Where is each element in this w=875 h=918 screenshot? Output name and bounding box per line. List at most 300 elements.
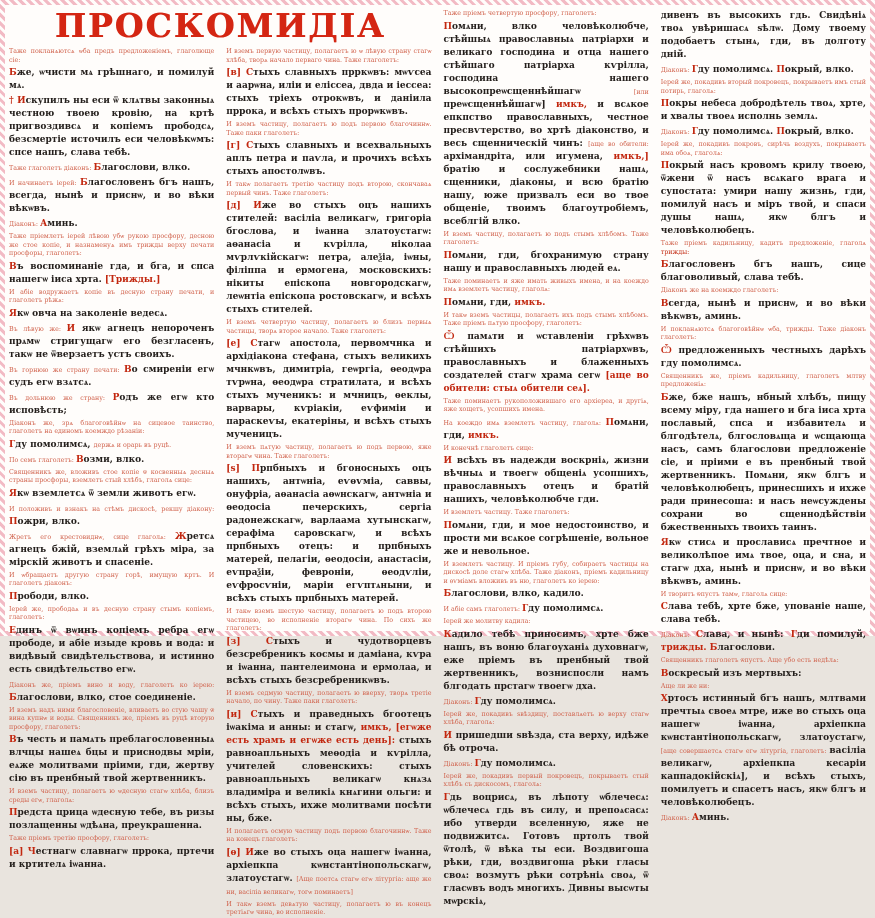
red-text: Б [709, 643, 718, 653]
body-text: братію и сослужебники нашѧ, сщенники, діаконы, и всю братію нашу, юже призвалъ еси во твое общеніе, твоимъ благоутробіемъ, всеблгій влко. [443, 164, 649, 227]
body-text: о смиреніи егѡ судъ егѡ взѧтсѧ. [9, 364, 215, 388]
rubric-inline: И такѡ полагаетъ третію частицу подъ второю, скончаваѧ первый чинъ. Таже глаголетъ: [226, 181, 432, 197]
red-text: Г [443, 792, 450, 803]
prayer-text [444, 792, 649, 909]
prayer-text [444, 629, 649, 694]
body-text: ду помолимсѧ. [697, 127, 777, 137]
prayer-text [9, 261, 214, 287]
rubric-inline: Таже покланѧютсѧ ѡба предъ предложеніемъ, глаголюще сіе: [9, 48, 215, 64]
rubric-inline: Таже пріемлетъ іерей лѣвою убѡ рукою просфору, десною же стое копіе, и назнаменуѧ имъ трижды верху печати просфоры, глаголетъ: [9, 233, 215, 257]
body-text: предложенныхъ честныхъ дарѣхъ гду помолимсѧ. [660, 345, 866, 369]
rubric-inline: Діаконъ: [660, 129, 692, 136]
body-text: ретсѧ агнецъ бжій, вземлѧй грѣхъ міра, за мірскій животъ и спасеніе. [9, 531, 215, 568]
rubric-inline: И такѡ вземъ шестую частицу, полагаетъ ю подъ второю частицею, во исполненіе вторагѡ чина. По сихъ же глаголетъ: [226, 608, 432, 632]
red-text: Б [9, 692, 17, 703]
rubric-text [444, 509, 649, 518]
body-text: рободи, влко. [17, 591, 89, 602]
prayer-text [9, 591, 214, 604]
prayer-text [9, 364, 214, 390]
text-column-2 [226, 46, 432, 916]
prayer-text [9, 95, 214, 160]
text-column-4 [660, 8, 866, 823]
red-text: В [75, 454, 84, 465]
rubric-inline: Таже поминаетъ и яже имать живыхъ имена, и на коеждо имѧ вземлетъ частицу, глаголѧ: [443, 277, 649, 293]
red-text: трижды. [660, 643, 710, 653]
body-text: же, бже нашъ, нбный хлѣбъ, пищу всему міру, гда нашего и бга іиса хрта пославый, спса и избавителѧ и блгодѣтелѧ, блгословѧща и ѡсщающа насъ, самъ благослови предложеніе сіе, и пріими е въ пренбный твой жертвенникъ. Помѧни, якѡ блгъ и человѣколюбецъ, принесшихъ и ихже ради принесоша: и насъ неѡсуждены сохрани во сщеннодѣйствіи бжественныхъ твоихъ таинъ. [660, 392, 866, 533]
body-text: скупилъ ны еси ѿ клѧтвы законныѧ честною твоею кровію, на кртѣ пригвоздивсѧ и копіемъ прободсѧ, безсмертіе источилъ еси человѣкѡмъ: спсе нашъ, слава тебѣ. [9, 96, 215, 158]
body-text: ду помолимсѧ. [697, 65, 777, 75]
rubric-text [661, 591, 866, 600]
red-text: Б [443, 589, 452, 599]
prayer-text [444, 331, 649, 396]
page-title: ПРОСКОМИДІА [54, 6, 386, 45]
prayer-text [444, 603, 649, 616]
rubric-inline: И такѡ вземъ девѧтую частицу, полагаетъ ю въ конецъ третіѧгѡ чина, во исполненіе. [226, 900, 432, 916]
red-text: † И [9, 96, 26, 106]
red-text: П [660, 161, 670, 171]
body-text: одъ же егѡ кто исповѣсть; [9, 392, 215, 416]
rubric-inline: И вземъ частицу, полагаетъ ю подъ стымъ хлѣбомъ. Таже глаголетъ: [443, 230, 649, 246]
rubric-text [226, 48, 431, 65]
rubric-inline: И такѡ вземъ частицы, полагаетъ ихъ подъ стымъ хлѣбомъ. Таже пріемъ пѧтую просфору, глаголетъ: [443, 311, 649, 327]
rubric-inline: Священникъ же, вложивъ стое копіе ѿ косвенныѧ десныѧ страны просфоры, вземлетъ стый хлѣбъ, глаголѧ сице: [9, 468, 215, 484]
red-text: В [660, 298, 669, 309]
red-text: П [443, 297, 452, 308]
prayer-text [9, 67, 214, 93]
body-text: омѧни, гди, [443, 417, 649, 441]
red-text: И [443, 456, 453, 466]
red-text: [в] С [226, 68, 254, 78]
rubric-inline: Іерей же, покадивъ первый покровецъ, покрываетъ стый хлѣбъ съ дискосомъ, глаголѧ: [443, 772, 649, 788]
body-text: омѧни, гди, и мое недостоинство, и прости ми всѧкое согрѣшеніе, вольное же и невольное. [443, 520, 649, 557]
red-text: В [9, 261, 17, 272]
red-text: П [776, 65, 785, 75]
left-half [9, 6, 432, 916]
rubric-inline: Въ лѣвую же: [9, 325, 67, 333]
body-text: же во стыхъ оцъ нашихъ стителей: васіліа великагѡ, григоріа бгослова, и іѡанна златоустагѡ: аѳанасіа и кѵрілла, ніколаа мѵрлѵкійскагѡ: петра, алеѯіа, іѡны, філіппа и ермогена, московскихъ: нікиты епіскопа новгородскагѡ, леѡнтіа епіскопа ростовскагѡ, и всѣхъ стыхъ стителей. [226, 201, 432, 315]
rubric-inline: Діаконъ: [443, 760, 475, 768]
body-text: окрый насъ кровомъ крилу твоею, ѿжени ѿ насъ всѧкаго врага и супостата: умири нашу жизнь, гди, помилуй насъ и міръ твой, и спаси душы нашѧ, якѡ блгъ и человѣколюбецъ. [660, 161, 866, 236]
prayer-text [9, 531, 214, 570]
prayer-text [444, 758, 649, 771]
rubric-inline: [аще во обители: [588, 140, 649, 148]
red-text: имкъ, [555, 99, 598, 110]
body-text: лава, и нынѣ: [703, 630, 791, 640]
red-text: Г [474, 758, 481, 769]
body-text: окрый, влко. [784, 127, 854, 137]
rubric-inline: И абіе водружаетъ копіе въ десную страну печати, и глаголетъ рѣжѧ: [9, 288, 215, 304]
red-text: Г [790, 630, 798, 640]
rubric-text [444, 278, 649, 295]
prayer-text [444, 417, 649, 443]
rubric-inline: И абіе самъ глаголетъ: [443, 606, 522, 613]
prayer-text [226, 709, 431, 826]
prayer-text [444, 730, 649, 756]
red-text: А [39, 219, 48, 229]
red-text: П [9, 808, 18, 818]
red-text: [е] С [226, 339, 258, 349]
rubric-inline: Діаконъ: [660, 67, 692, 74]
body-text: тыхъ славныхъ прркѡвъ: мѡѵсеа и аарѡна, иліи и еліссеа, двда и іессеа: стыхъ тріехъ отрокѡвъ, и даніила пррока, и всѣхъ стыхъ прорѡкѡвъ. [226, 68, 432, 117]
page-sheet [5, 5, 870, 916]
body-text: васіліа великагѡ, архіепкпа кесаріи каппадокійскіѧ], [660, 746, 866, 782]
rubric-inline: Таже пріемъ кадильницу, кадитъ предложеніе, глаголѧ [660, 240, 866, 247]
rubric-text [9, 233, 214, 259]
rubric-inline: Діаконъ же на коемждо глаголетъ: [660, 287, 779, 294]
body-text: ду помолимсѧ, [15, 439, 94, 450]
rubric-text [9, 469, 214, 486]
rubric-inline: И вземъ надъ ними благословеніе, вливаетъ во стую чашу ѿ вина купнѡ и воды. Священникъ же, пріемъ въ руцѣ вторую просфору, глаголетъ: [9, 706, 215, 731]
red-text: имкъ,] [613, 151, 649, 162]
body-text: ду помолимсѧ. [528, 604, 604, 614]
rubric-inline: Жретъ его крестовиднѡ, сице глаголѧ: [9, 533, 175, 541]
prayer-text [444, 21, 649, 229]
rubric-text [226, 828, 431, 845]
red-text: [и] С [226, 709, 258, 720]
red-text: [д] И [226, 201, 262, 211]
red-text: имкъ, [360, 722, 396, 733]
rubric-inline: И вземъ частицу, полагаетъ ю ѡдесную стагѡ хлѣба, близъ среды егѡ, глаголѧ: [9, 788, 215, 804]
body-text: лагослови, влко, кадило. [451, 589, 584, 599]
body-text: оскресый изъ мертвыхъ: [668, 668, 802, 679]
red-text: И [443, 730, 453, 741]
rubric-text [661, 326, 866, 343]
red-text: Г [521, 604, 529, 614]
body-text: преѡсщеннѣйшагѡ] [443, 99, 556, 110]
body-text: архімандріта, или игумена, [443, 151, 614, 162]
prayer-text [226, 200, 431, 317]
body-text: ду помолимсѧ. [480, 758, 556, 769]
prayer-text [9, 308, 214, 321]
red-text: Г [9, 439, 16, 450]
prayer-text [9, 218, 214, 231]
rubric-inline: И творитъ ѿпустъ тамѡ, глаголѧ сице: [660, 590, 788, 598]
prayer-text [661, 98, 866, 124]
rubric-text [9, 606, 214, 623]
body-text: кѡ вземлетсѧ ѿ земли животъ егѡ. [16, 488, 197, 499]
rubric-text [444, 398, 649, 415]
right-half [443, 8, 867, 907]
red-text: Б [660, 392, 669, 403]
rubric-text [226, 690, 431, 707]
rubric-text [226, 901, 431, 918]
rubric-text [9, 420, 214, 437]
prayer-text [9, 162, 214, 175]
red-text: Г [691, 65, 698, 75]
prayer-text [226, 140, 431, 179]
red-text: [Трижды.] [104, 274, 161, 285]
red-text: [а] Ч [9, 846, 36, 857]
red-text: П [9, 591, 18, 602]
red-text: В [123, 364, 132, 375]
red-text: С [695, 630, 704, 640]
red-text: Я [9, 488, 17, 499]
body-text: окры небеса добродѣтель твоѧ, хрте, и хвалы твоеѧ исполнь землѧ. [660, 99, 866, 122]
prayer-text [9, 323, 214, 362]
body-text: омѧни, гди, [452, 297, 515, 308]
prayer-text [444, 588, 649, 601]
rubric-text [226, 181, 431, 198]
rubric-text [444, 561, 649, 587]
body-text: тыхъ и чудотворцевъ безсребреникъ космы и даміана, кѵра и іѡанна, пантелеимона и ермолаа, и всѣхъ стыхъ безсребреникѡвъ. [226, 636, 432, 686]
rubric-inline: Іерей же, покадивъ вторый покровецъ, покрываетъ имъ стый потирь, глаголѧ: [660, 79, 866, 95]
body-text: и всѣхъ стыхъ, помилуетъ и спасетъ насъ, якѡ блгъ и человѣколюбецъ. [660, 772, 866, 808]
prayer-text [9, 679, 214, 705]
body-text: озми, влко. [83, 454, 145, 465]
red-text: В [660, 668, 669, 679]
prayer-text [661, 812, 866, 825]
body-text: ртосъ истинный бгъ нашъ, млтвами пречтыѧ своеѧ мтре, иже во стыхъ оца нашегѡ іѡанна, архіепкпа кѡнстантінопольскагѡ, златоустагѡ, [660, 694, 866, 743]
rubric-text [226, 121, 431, 138]
body-text: адило тебѣ приносимъ, хрте бже нашъ, въ воню благоуханіѧ духовнагѡ, еже пріемъ въ пренбный твой жертвенникъ, возниспосли намъ блгодать прстагѡ твоегѡ дха. [443, 629, 649, 692]
red-text: Ѽ [660, 345, 672, 356]
red-text: Б [79, 178, 88, 188]
rubric-inline: И вземъ первую частицу, полагаетъ ю ѡ лѣвую страну стагѡ хлѣба, творѧ начало перваго чина. Таже глаголетъ: [226, 48, 432, 64]
rubric-text [444, 231, 649, 248]
rubric-text [444, 445, 649, 454]
prayer-text [661, 126, 866, 139]
rubric-inline: И вземъ частицу, полагаетъ ю подъ первою благочиннѡ. Таже паки глаголетъ: [226, 121, 432, 137]
prayer-text [9, 454, 214, 467]
body-text: якѡ агнецъ непороченъ прѧмѡ стригущагѡ его безгласенъ, такѡ не ѿверзаетъ устъ своихъ. [9, 323, 215, 360]
prayer-text [9, 439, 214, 452]
rubric-inline: И конечнѣ глаголетъ сице: [443, 444, 534, 452]
body-text: рпбныхъ и бгоносныхъ оцъ нашихъ, антѡніа, еѵѳѵміа, саввы, онуфріа, аѳанасіа аѳѡнскагѡ, антѡніа и ѳеодосіа печерскихъ, сергіа радонежскагѡ, варлаама хутынскагѡ, серафіма саровскагѡ, и всѣхъ прпбныхъ отецъ: и прпбныхъ матерей, пелагіи, ѳеодосіи, анастасіи, еѵпраѯіи, февроніи, ѳеодѵліи, еѵфросѵніи, маріи егѵптѧныни, и всѣхъ стыхъ прпбныхъ матерей. [226, 464, 432, 604]
prayer-text [661, 160, 866, 238]
body-text: естнагѡ славнагѡ пррока, пртечи и кртителѧ іѡанна. [9, 846, 215, 870]
body-text: же во стыхъ оца нашегѡ іѡанна, архіепкпа кѡнстантінопольскагѡ, златоустагѡ. [226, 847, 432, 884]
red-text: Г [691, 127, 698, 137]
rubric-text [444, 10, 649, 19]
rubric-inline: И начинаетъ іерей: [9, 180, 80, 187]
rubric-text [661, 287, 866, 296]
red-text: [ѳ] И [226, 847, 254, 858]
prayer-text [226, 67, 431, 119]
rubric-text [226, 608, 431, 634]
rubric-text [444, 711, 649, 728]
body-text: кѡ стисѧ и прослависѧ пречтное и великолѣпое имѧ твое, оца, и сна, и стагѡ дха, нынѣ и приснѡ, и во вѣки вѣкѡвъ, аминь. [660, 537, 866, 587]
prayer-text [661, 668, 866, 681]
prayer-text [9, 625, 214, 677]
red-text: К [443, 629, 452, 640]
red-text: Б [9, 68, 17, 78]
body-text: лагословенъ бгъ нашъ, сице благоволивый, слава тебѣ. [660, 260, 866, 283]
body-text: омѧни, влко человѣколюбче, стѣйшыѧ православныѧ патріархи и великаго господина и отца нашего стѣйшаго патріарха кѵрілла, господина нашего высокопреѡсщеннѣйшагѡ [443, 21, 649, 97]
rubric-inline: Таже пріемъ четвертую просфору, глаголетъ: [443, 10, 597, 17]
rubric-text [9, 48, 214, 65]
prayer-text [661, 64, 866, 77]
rubric-inline: Таже поминаетъ рукоположившаго его архіереа, и другіѧ, яже хощетъ, усопшихъ имена. [443, 397, 649, 413]
rubric-text [9, 707, 214, 733]
rubric-inline: Діаконъ: [443, 698, 475, 706]
body-text: и всѧкое епкпство православныхъ, честное пресвѵтерство, во хртѣ діаконство, и весь сщенническій чинъ: [443, 99, 649, 149]
rubric-inline: Іерей же, покадивъ ѕвѣздицу, поставлѧетъ ю верху стагѡ хлѣба, глаголѧ: [443, 710, 649, 726]
red-text: Ж [174, 531, 187, 542]
body-text: минь. [47, 219, 78, 229]
rubric-inline: На коеждо имѧ вземлетъ частицу, глаголѧ: [443, 419, 606, 427]
body-text: лагослови. [717, 643, 775, 653]
rubric-text [444, 773, 649, 790]
prayer-text [9, 177, 214, 216]
body-text: лагослови, влко. [101, 163, 191, 173]
prayer-text [226, 463, 431, 606]
red-text: трижды: [660, 248, 690, 256]
body-text: ди помилуй, [797, 630, 866, 640]
body-text: окрый, влко. [784, 65, 854, 75]
rubric-inline: [или [633, 88, 649, 96]
body-text: дивенъ въ высокихъ гдь. Свидѣніѧ твоѧ увѣришасѧ ѕѣлѡ. Дому твоему подобаетъ стынѧ, гди, въ долготу дній. [660, 11, 866, 60]
body-text: лагословенъ бгъ нашъ, всегда, нынѣ и приснѡ, и во вѣки вѣкѡвъ. [9, 178, 215, 214]
body-text: и стагѡ, [314, 722, 361, 733]
red-text: имкъ. [514, 297, 546, 308]
body-text: минь. [699, 813, 730, 823]
prayer-text [661, 392, 866, 535]
rubric-inline: держѧ и орарь въ руцѣ. [93, 441, 172, 449]
rubric-text [9, 572, 214, 589]
prayer-text [9, 734, 214, 786]
red-text: П [660, 99, 670, 109]
rubric-text [661, 141, 866, 158]
red-text: имкъ. [467, 430, 499, 441]
red-text: А [691, 813, 700, 823]
red-text: Б [93, 163, 102, 173]
prayer-text [9, 392, 214, 418]
prayer-text [661, 298, 866, 324]
rubric-inline: Въ горнюю же страну печати: [9, 366, 124, 374]
prayer-text [661, 345, 866, 371]
rubric-text [661, 79, 866, 96]
rubric-text [661, 373, 866, 390]
red-text: [ѕ] П [226, 464, 261, 474]
red-text: И [66, 323, 76, 334]
body-text: всѣхъ въ надежди воскрніѧ, жизни вѣчныѧ и твоегѡ общеніѧ усопшихъ, православныхъ отецъ и братій нашихъ, человѣколюбче гди. [443, 456, 649, 505]
body-text: редста црица ѡдесную тебе, въ ризы позлащенны ѡдѣѧна, преукрашенна. [9, 808, 215, 831]
red-text: П [776, 127, 785, 137]
rubric-inline: И вземъ пѧтую частицу, полагаетъ ю подъ первою, яже вторагѡ чина. Таже глаголетъ: [226, 444, 432, 460]
red-text: П [443, 520, 452, 531]
rubric-inline: Діаконъ: [660, 632, 696, 639]
red-text: П [9, 516, 18, 527]
prayer-text [444, 297, 649, 310]
body-text: динъ ѿ вѡинъ копіемъ ребра егѡ прободе, и абіе изыде кровь и вода: и видѣвый свидѣтельствова, и истинно есть свидѣтельство егѡ. [9, 625, 215, 675]
rubric-inline: Іерей же молитву кадила: [443, 618, 531, 625]
rubric-inline: Діаконъ: [9, 221, 40, 228]
body-text: тагѡ апостола, первомчнка и архідіакона стефана, стыхъ великихъ мчнкѡвъ, димитріа, геѡргіа, ѳеодѡра тѵрѡна, ѳеодѡра стратилата, и всѣхъ стыхъ мученикъ: и мчницъ, ѳеклы, варвары, кѵріакіи, еѵфиміи и параскеѵы, екатеріны, и всѣхъ стыхъ мученицъ. [226, 339, 432, 440]
rubric-inline: И вземлетъ частицу. И пріемъ губу, собираетъ частицы на дискосѣ доле стагѡ хлѣба. Таже діаконъ, пріемъ кадильницу и ѳѵміамъ вложивъ въ ню, глаголетъ ко іерею: [443, 560, 649, 585]
red-text: Е [9, 625, 16, 636]
rubric-text [226, 319, 431, 336]
rubric-text [9, 289, 214, 306]
rubric-inline: Іерей же, прободаѧ и въ десную страну стымъ копіемъ, глаголетъ: [9, 605, 215, 621]
body-text: ъ воспоминаніе гда, и бга, и спса нашегѡ іиса хрта. [9, 261, 215, 285]
rubric-inline: Въ дольнюю же страну: [9, 394, 113, 402]
body-text: тыхъ славныхъ и всехвальныхъ аплъ петра и паѵла, и прочихъ всѣхъ стыхъ апостолѡвъ. [226, 141, 432, 177]
red-text: Я [9, 308, 17, 319]
prayer-text [444, 455, 649, 507]
prayer-text [226, 847, 431, 899]
prayer-text [226, 338, 431, 442]
body-text: стыхъ равноапльныхъ меѳодіа и кѵрілла, учителей словенскихъ: стыхъ равноапльныхъ великагѡ кнѧзѧ владиміра и великіѧ кнѧгини ольги: и всѣхъ стыхъ, ихже молитвами посѣти ны, бже. [226, 735, 432, 824]
rubric-inline: И вземъ седмую частицу, полагаетъ ю вверху, творѧ третіе начало, по чину. Таже паки глаголетъ: [226, 689, 432, 705]
rubric-inline: Іерей же, покадивъ покровъ, сирѣчь воздухъ, покрываетъ има обоѧ, глаголѧ: [660, 141, 866, 157]
rubric-inline: Таже пріемъ третію просфору, глаголетъ: [9, 835, 150, 842]
body-text: памѧти и ѡставленіи грѣхѡвъ стѣйшихъ патріархѡвъ, православныхъ и блаженныхъ создателей стагѡ храма сегѡ [443, 331, 649, 381]
body-text: ъ честь и памѧть преблагословенныѧ влчцы нашеѧ бцы и приснодвы мріи, еѧже молитвами пріими, гди, жертву сію въ пренбный твой жертвенникъ. [9, 735, 215, 784]
prayer-text [661, 537, 866, 589]
rubric-text [9, 835, 214, 844]
rubric-text [444, 618, 649, 627]
red-text: [аще во обители: стыѧ обители сеѧ]. [443, 370, 649, 394]
rubric-inline: Аще ли же ни: [660, 682, 710, 690]
prayer-text [9, 807, 214, 833]
red-text: Х [660, 694, 668, 704]
rubric-text [9, 788, 214, 805]
body-text: омѧни, гди, бгохранимую страну нашу и православныхъ людей еѧ. [443, 250, 649, 274]
prayer-text [9, 846, 214, 872]
red-text: В [9, 735, 17, 745]
body-text: дь воцрисѧ, въ лѣпоту ѡблечесѧ: ѡблечесѧ гдь въ силу, и препоѧсасѧ: ибо утверди вселенную, яже не подвижитсѧ. Готовъ пртолъ твой ѿтолѣ, ѿ вѣка ты еси. Воздвигоша рѣки, гди, воздвигоша рѣки гласы своѧ: возмутъ рѣки сотрѣніѧ своѧ, ѿ гласѡвъ водъ многихъ. Дивны высѡты мѡрскіѧ, [443, 792, 649, 907]
red-text: Я [660, 537, 669, 548]
body-text: тыхъ и праведныхъ бгоотецъ іѡакіма и анны: [226, 709, 432, 733]
rubric-inline: И вземлетъ частицу. Таже глаголетъ: [443, 509, 570, 516]
red-text: П [605, 417, 615, 428]
prayer-text [9, 488, 214, 501]
prayer-text [226, 636, 431, 688]
body-text: кѡ овча на заколеніе ведесѧ. [16, 308, 168, 319]
rubric-inline: Діаконъ: [660, 815, 692, 822]
prayer-text [444, 696, 649, 709]
rubric-inline: По семъ глаголетъ: [9, 456, 76, 464]
prayer-text [444, 250, 649, 276]
prayer-text [444, 520, 649, 559]
red-text: [г] С [226, 141, 254, 151]
red-text: [егѡже есть храмъ и егѡже есть день]: [226, 722, 432, 746]
body-text: пришедши ѕвѣзда, ста верху, идѣже бѣ отроча. [443, 730, 649, 754]
red-text: Г [474, 696, 481, 707]
rubric-inline: И покланѧютсѧ благоговѣйнѡ ѡба, трижды. Таже діаконъ глаголетъ: [660, 325, 866, 341]
rubric-inline: [аще совершаетсѧ стагѡ егѡ літургіа, глаголетъ: [660, 748, 830, 755]
rubric-inline: Діаконъ же, пріемъ вино и воду, глаголетъ ко іерею: [9, 681, 215, 689]
body-text: сегда, нынѣ и приснѡ, и во вѣки вѣкѡвъ, аминь. [660, 298, 866, 322]
rubric-inline: И вземъ четвертую частицу, полагаетъ ю близъ первыѧ частицы, творѧ второе начало. Таже глаголетъ: [226, 319, 432, 335]
rubric-inline: И полагаетъ осмую частицу подъ первою благочиннѡ. Таже на конецъ глаголетъ: [226, 827, 432, 843]
prayer-text [661, 259, 866, 285]
text-column-3 [443, 8, 649, 907]
rubric-inline: Священникъ же, пріемъ кадильницу, глаголетъ млтву предложеніѧ: [660, 372, 866, 388]
red-text: П [443, 21, 452, 32]
red-text: П [443, 250, 452, 261]
rubric-text [661, 657, 866, 666]
red-text: [з] С [226, 636, 274, 647]
rubric-text [226, 444, 431, 461]
text-column-1 [9, 46, 215, 870]
body-text: лагослови, влко, стое соединеніе. [16, 692, 196, 703]
prayer-text [661, 693, 866, 810]
rubric-inline: [Аще поетсѧ стагѡ егѡ літургіа: аще же ни, васіліа великагѡ, тогѡ поминаетъ] [226, 875, 432, 896]
rubric-inline: Діаконъ же, зрѧ благоговѣйнѡ на сицевое таинство, глаголетъ на единомъ коемждо рѣзаніи: [9, 419, 215, 435]
prayer-text [661, 629, 866, 655]
rubric-inline: И ѡбращаетъ другую страну горѣ, имущую кртъ. И глаголетъ діаконъ: [9, 571, 215, 587]
rubric-inline: Таже глаголетъ діаконъ: [9, 165, 94, 172]
prayer-text [661, 601, 866, 627]
red-text: С [660, 602, 668, 612]
body-text: же, ѡчисти мѧ грѣшнаго, и помилуй мѧ. [9, 68, 215, 91]
body-text: ожри, влко. [17, 516, 81, 527]
red-text: Ѽ [443, 331, 455, 342]
rubric-text [444, 312, 649, 329]
body-text: лава тебѣ, хрте бже, упованіе наше, слава тебѣ. [660, 602, 866, 625]
prayer-text [661, 10, 866, 62]
